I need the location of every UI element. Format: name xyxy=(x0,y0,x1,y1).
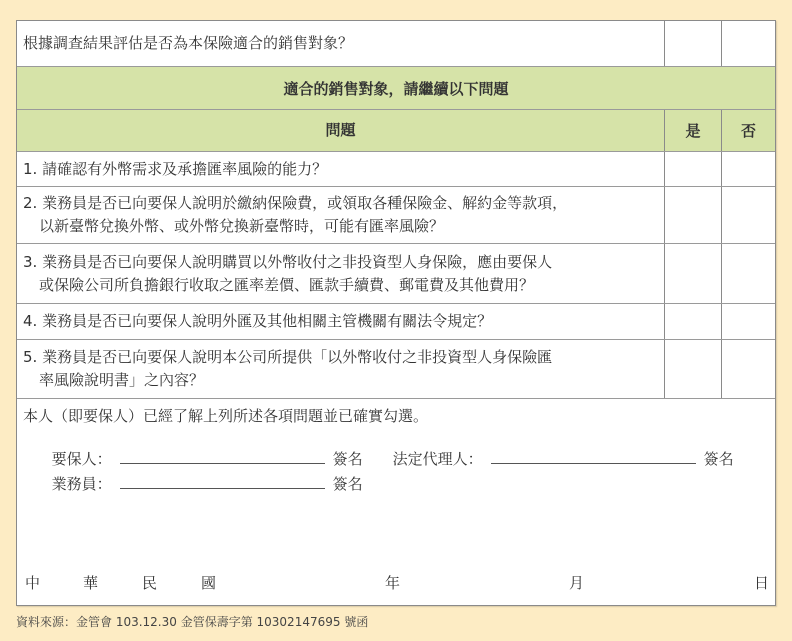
signature-section xyxy=(17,399,775,605)
question-text: 5. 業務員是否已向要保人說明本公司所提供「以外幣收付之非投資型人身保險匯 xyxy=(23,348,553,366)
no-checkbox[interactable] xyxy=(721,304,775,339)
date-day: 日 xyxy=(754,574,770,592)
question-row-2 xyxy=(17,187,775,244)
intro-no-checkbox[interactable] xyxy=(721,21,775,66)
question-row-4 xyxy=(17,304,775,340)
question-row-3 xyxy=(17,244,775,304)
header-question: 問題 xyxy=(325,121,356,139)
header-row xyxy=(17,110,775,152)
no-checkbox[interactable] xyxy=(721,187,775,243)
intro-question: 根據調查結果評估是否為本保險適合的銷售對象？ xyxy=(23,34,354,52)
question-text: 3. 業務員是否已向要保人說明購買以外幣收付之非投資型人身保險，應由要保人 xyxy=(23,252,553,271)
question-text-cont: 率風險說明書」之內容？ xyxy=(39,371,205,389)
date-char: 華 xyxy=(83,574,99,592)
question-text: 2. 業務員是否已向要保人說明於繳納保險費，或領取各種保險金、解約金等款項， xyxy=(23,194,568,212)
agent-sign-label: 簽名 xyxy=(332,475,363,493)
question-row-5 xyxy=(17,340,775,399)
yes-checkbox[interactable] xyxy=(664,152,721,186)
agent-line xyxy=(23,455,363,512)
yes-checkbox[interactable] xyxy=(664,244,721,303)
guardian-label: 法定代理人： xyxy=(392,450,483,468)
question-text-cont: 或保險公司所負擔銀行收取之匯率差價、匯款手續費、郵電費及其他費用？ xyxy=(39,275,535,294)
guardian-signature-field[interactable] xyxy=(491,451,696,464)
source-note: 資料來源：金管會 103.12.30 金管保壽字第 10302147695 號函 xyxy=(16,615,369,629)
statement: 本人（即要保人）已經了解上列所述各項問題並已確實勾選。 xyxy=(23,407,429,425)
header-no: 否 xyxy=(721,110,775,151)
yes-checkbox[interactable] xyxy=(664,187,721,243)
banner-row: 適合的銷售對象，請繼續以下問題 xyxy=(17,67,775,110)
question-text-cont: 以新臺幣兌換外幣、或外幣兌換新臺幣時，可能有匯率風險？ xyxy=(39,217,445,235)
header-yes: 是 xyxy=(664,110,721,151)
yes-checkbox[interactable] xyxy=(664,340,721,398)
agent-label: 業務員： xyxy=(51,475,112,493)
date-char: 民 xyxy=(142,574,158,592)
intro-yes-checkbox[interactable] xyxy=(664,21,721,66)
yes-checkbox[interactable] xyxy=(664,304,721,339)
guardian-sign-label: 簽名 xyxy=(703,450,734,468)
date-char: 中 xyxy=(25,574,41,592)
question-row-1 xyxy=(17,152,775,187)
date-year: 年 xyxy=(385,574,401,592)
no-checkbox[interactable] xyxy=(721,152,775,186)
date-char: 國 xyxy=(201,574,217,592)
question-text: 4. 業務員是否已向要保人說明外匯及其他相關主管機關有關法令規定？ xyxy=(23,312,493,330)
no-checkbox[interactable] xyxy=(721,340,775,398)
intro-row xyxy=(17,21,775,67)
agent-signature-field[interactable] xyxy=(120,476,325,489)
suitability-form xyxy=(16,20,776,606)
question-text: 1. 請確認有外幣需求及承擔匯率風險的能力？ xyxy=(23,159,328,178)
date-month: 月 xyxy=(569,574,585,592)
applicant-sign-label: 簽名 xyxy=(332,450,363,468)
applicant-label: 要保人： xyxy=(51,450,112,468)
no-checkbox[interactable] xyxy=(721,244,775,303)
